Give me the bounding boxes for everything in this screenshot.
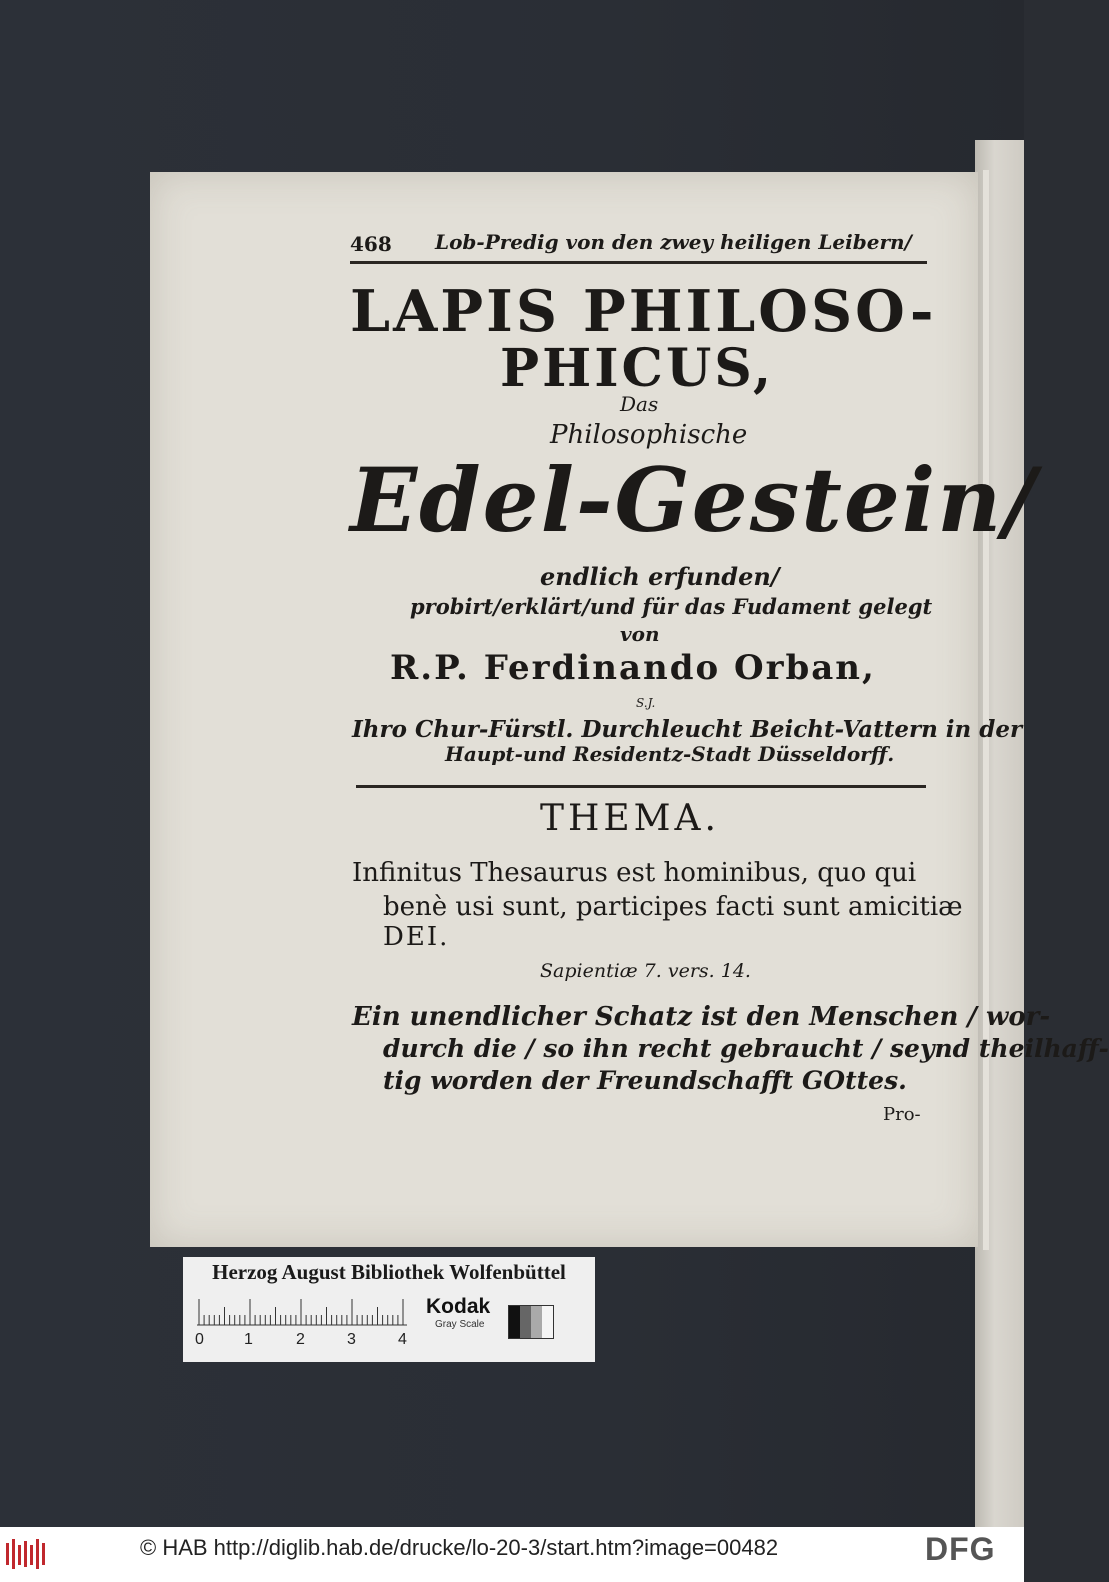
- latin-line-2: benè usi sunt, participes facti sunt amicitiæ: [383, 892, 963, 922]
- title-endlich: endlich erfunden/: [540, 562, 780, 591]
- footer-bar: [0, 1527, 1024, 1582]
- scale-number-4: 4: [398, 1331, 407, 1348]
- author-title-2: Haupt-und Residentz-Stadt Düsseldorff.: [445, 742, 895, 766]
- dfg-logo: DFG: [925, 1531, 996, 1567]
- title-edelgestein: Edel-Gestein/: [350, 448, 1038, 552]
- library-name: Herzog August Bibliothek Wolfenbüttel: [212, 1260, 566, 1284]
- scale-number-3: 3: [347, 1331, 356, 1348]
- gray-swatch: [508, 1305, 554, 1339]
- section-rule: [356, 785, 926, 788]
- head-rule: [350, 261, 927, 264]
- author-name: R.P. Ferdinando Orban,: [390, 648, 876, 688]
- page-number: 468: [350, 232, 392, 256]
- thema-heading: THEMA.: [540, 798, 720, 839]
- scale-number-1: 1: [244, 1331, 253, 1348]
- title-von: von: [620, 622, 660, 646]
- running-head: Lob-Predig von den zwey heiligen Leibern/: [435, 230, 912, 254]
- title-line-1: LAPIS PHILOSO-: [350, 278, 937, 345]
- citation: Sapientiæ 7. vers. 14.: [540, 960, 751, 982]
- ruler-scale: [197, 1297, 407, 1327]
- latin-line-3: DEI.: [383, 922, 450, 952]
- hab-logo-icon: [6, 1539, 46, 1569]
- title-das: Das: [620, 392, 659, 416]
- title-line-2: PHICUS,: [500, 338, 775, 399]
- page-edge-highlight: [983, 170, 989, 1250]
- author-order: S.J.: [636, 696, 656, 710]
- title-probirt: probirt/erklärt/und für das Fudament gelegt: [410, 594, 933, 619]
- catchword: Pro-: [883, 1104, 921, 1125]
- author-title-1: Ihro Chur-Fürstl. Durchleucht Beicht-Vattern in der: [352, 716, 1023, 743]
- german-line-3: tig worden der Freundschafft GOttes.: [383, 1066, 907, 1095]
- german-line-2: durch die / so ihn recht gebraucht / seynd theilhaff-: [383, 1034, 1109, 1063]
- title-philosophische: Philosophische: [550, 420, 748, 450]
- scale-number-2: 2: [296, 1331, 305, 1348]
- latin-line-1: Infinitus Thesaurus est hominibus, quo qui: [352, 858, 917, 888]
- source-url: © HAB http://diglib.hab.de/drucke/lo-20-3/start.htm?image=00482: [140, 1535, 779, 1560]
- gray-scale-label: Gray Scale: [435, 1319, 485, 1330]
- german-line-1: Ein unendlicher Schatz ist den Menschen / wor-: [352, 1002, 1051, 1032]
- scale-number-0: 0: [195, 1331, 204, 1348]
- color-reference-card: [183, 1257, 595, 1362]
- kodak-brand: Kodak: [426, 1295, 491, 1318]
